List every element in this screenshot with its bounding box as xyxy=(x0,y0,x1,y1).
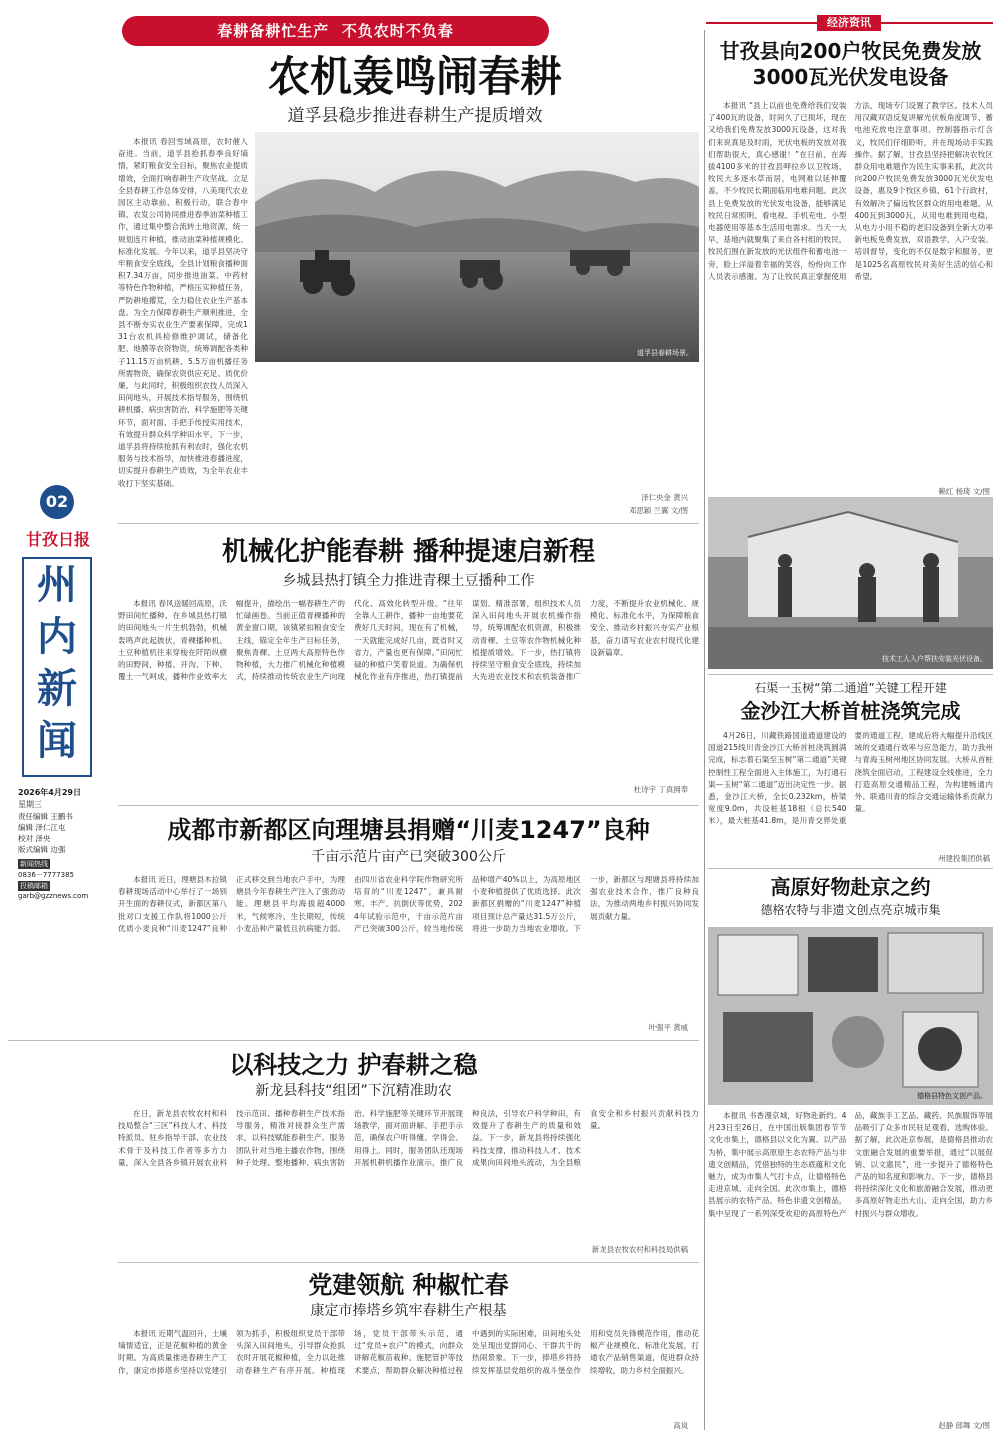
masthead xyxy=(8,485,108,900)
article2-byline: 赖红 杨琦 文/图 xyxy=(938,487,990,496)
article7-subtitle: 新龙县科技“组团”下沉精准助农 xyxy=(255,1083,452,1099)
article8-title: 党建领航 种椒忙春 xyxy=(308,1271,509,1299)
email-label: 投稿邮箱 xyxy=(20,882,48,890)
article2-body: 本报讯 “县上以前也免费给我们安装了400瓦的设备，时间久了已损坏，现在又给我们免费发放3000瓦设备，这对我们来说真是及时雨，光伏电板的发放对我们帮助很大，真心感谢！”在日前，在海拔4100多米的甘孜县呷拉乡以卫牧场，牧民大多逐水草而居，电网难以延伸覆盖，不少牧民长期面临用电难问题。此次县上免费发放的光伏发电设备，能够满足牧民日常照明、看电视、手机充电、小型电器使用等基本生活用电需求。当天一大早，基地内就聚集了来自各村组的牧民，牧民们围在新发放的光伏组件和蓄电池一旁，脸上洋溢着幸福的笑容，纷纷向工作人员表示感谢。为了让牧民真正掌握使用方法，现场专门设置了教学区。技术人员用汉藏双语反复讲解光伏板角度调节、蓄电池充放电注意事项、控制器指示灯含义，牧民们仔细聆听，并在现场动手实践操作。据了解，甘孜县坚持把解决农牧区群众用电难题作为民生实事来抓，此次共向200户牧民免费发放3000瓦光伏发电设备，惠及9个牧区乡镇、61个行政村，有效解决了偏远牧区群众的用电难题。从400瓦到3000瓦，从用电难到用电稳，从电力小用不稳的老旧设备到全新大功率新电板免费发放，双语教学、入户安装、培训督导，变化的不仅是数字和服务，更是1025名高原牧民对美好生活的信心和希望。 xyxy=(708,101,993,281)
article5-byline: 叶强平 黄威 xyxy=(648,1023,688,1032)
issue-weekday: 星期三 xyxy=(18,800,42,809)
phone: 0836－7777385 xyxy=(18,871,74,879)
divider xyxy=(118,523,699,524)
article2-title: 甘孜县向200户牧民免费发放3000瓦光伏发电设备 xyxy=(719,39,982,89)
article2-photo-caption: 技术工人入户帮扶安装光伏设备。 xyxy=(882,655,987,663)
banner-text: 春耕备耕忙生产 不负农时不负春 xyxy=(217,22,454,40)
tractor-field-image xyxy=(255,132,699,362)
article7-title: 以科技之力 护春耕之稳 xyxy=(229,1051,478,1079)
article2-photo xyxy=(708,497,993,669)
divider xyxy=(118,805,699,806)
editor-4: 版式编辑 边强 xyxy=(18,845,66,854)
divider xyxy=(708,674,993,675)
divider xyxy=(8,1040,699,1041)
paper-name: 甘孜日报 xyxy=(25,530,90,549)
article7-body: 在日，新龙县农牧农村和科技局整合“三区”科技人才、科技特派员、驻乡指导干部、农业技术骨干及科技工作者等多方力量，深入全县各乡镇开展农业科技示范田、播种春耕生产技术指导服务，精准对接群众生产需求，以科技赋能春耕生产。服务团队针对当地主播农作物，围绕种子处理、整地播种、病虫害防治、科学施肥等关键环节开展现场教学，面对面讲解、手把手示范，确保农户听得懂、学得会、用得上。同时，服务团队还现场开展机耕机播作业演示，推广良种良法，引导农户科学种田，有效提升了春耕生产的质量和效益。下一步，新龙县将持续强化科技支撑，推动科技人才、技术成果向田间地头流动，为全县粮食安全和乡村振兴贡献科技力量。 xyxy=(118,1109,699,1167)
article1-photo-caption: 道孚县春耕场景。 xyxy=(637,349,693,357)
article6-photo-caption: 德格县特色文创产品。 xyxy=(917,1092,987,1100)
article8-byline: 高岚 xyxy=(673,1421,688,1430)
divider xyxy=(118,1262,699,1263)
section-title: 州 内 新 闻 xyxy=(22,557,92,777)
article1-byline: 泽仁央金 黄兴 xyxy=(641,493,688,502)
email: garb@gzznews.com xyxy=(18,892,89,900)
article4-kicker: 石渠一玉树“第二通道”关键工程开建 xyxy=(754,681,947,695)
article1-subtitle: 道孚县稳步推进春耕生产提质增效 xyxy=(287,106,543,126)
article8-body: 本报讯 近期气温回升，土壤墒情适宜，正是花椒种植的黄金时期。为高质量推进春耕生产工作，康定市捧塔乡坚持以党建引领为抓手，积极组织党员干部带头深入田间地头，引导群众抢抓农时开展花椒种植，全力以赴推动春耕生产有序开展。种植现场，党员干部带头示范，通过“党员+农户”的模式，向群众讲解花椒苗栽种、施肥管护等技术要点，帮助群众解决种植过程中遇到的实际困难，田间地头处处呈现出党群同心、干群共干的热闹景象。下一步，捧塔乡将持续发挥基层党组织的战斗堡垒作用和党员先锋模范作用，推动花椒产业规模化、标准化发展，打通农产品销售渠道，促进群众持续增收，助力乡村全面振兴。 xyxy=(118,1329,699,1375)
article1-photo xyxy=(255,132,699,362)
article5-title: 成都市新都区向理塘县捐赠“川麦1247”良种 xyxy=(167,816,650,844)
article6-title: 高原好物赴京之约 xyxy=(770,875,931,899)
article5-body: 本报讯 近日，理塘县木拉镇春耕现场活动中心举行了一场别开生面的春耕仪式，新都区第八批对口支援工作队将1000公斤优质小麦良种“川麦1247”良种正式移交到当地农户手中，为理塘县今年春耕生产注入了强劲动能。理塘县平均海拔超4000米，气候寒冷、生长期短，传统小麦品种产量低且抗病能力弱。由四川省农业科学院作物研究所培育的“川麦1247”，兼具耐寒、丰产、抗倒伏等优势，2024年试验示范中，千亩示范片亩产已突破300公斤，较当地传统品种增产40%以上，为高原地区小麦种植提供了优质选择。此次新都区捐赠的“川麦1247”种植项目预计总产量达31.5万公斤，将进一步助力当地农业增收。下一步，新都区与理塘县将持续加强农业技术合作，推广良种良法，为推动两地乡村振兴协同发展贡献力量。 xyxy=(118,875,699,933)
article6-photo xyxy=(708,927,993,1105)
article4-byline: 州建投集团供稿 xyxy=(938,854,990,863)
article8-subtitle: 康定市捧塔乡筑牢春耕生产根基 xyxy=(310,1303,507,1319)
top-banner xyxy=(122,16,549,46)
column-divider xyxy=(704,30,705,1430)
article6-body: 本报讯 书香漫京城，好物赴新约。4月23日至26日，在中国出版集团春节节文化市集上，德格县以文化为翼、以产品为桥，集中展示高原原生态农特产品与非遗文创精品，凭借独特的生态底蕴和文化魅力，成为市集人气打卡点，让德格特色走进京城、走向全国。此次市集上，德格县展示的农特产品、特色非遗文创精品，集中呈现了一系列深受欢迎的高原特色产品，藏族手工艺品、藏药、民族服饰等展品吸引了众多市民驻足观看、选购体验。据了解，此次赴京参展，是德格县推动农文旅融合发展的重要举措，通过“以展促销、以文惠民”，进一步提升了德格特色产品的知名度和影响力。下一步，德格县将持续深化文化和旅游融合发展，推动更多高原好物走出大山、走向全国，助力乡村振兴与群众增收。 xyxy=(708,1111,993,1218)
issue-date: 2026年4月29日 xyxy=(18,788,81,797)
crafts-products-image xyxy=(708,927,993,1105)
editor-2: 编辑 泽仁江屯 xyxy=(18,823,66,832)
article4-body: 4月26日，川藏铁路国道通道建设的国道215线川青金沙江大桥首桩浇筑圆满完成，标志着石渠至玉树“第二通道”关键控制性工程全面进入主体施工，为打通石渠—玉树“第二通道”迈出决定性一步。据悉，金沙江大桥，全长0.232km，桥梁宽度9.0m，共设桩基18根（总长540米），最大桩基41.8m，是川青交界处重要的通道工程，建成后将大幅提升沿线区域的交通通行效率与应急能力，助力我州与青海玉树州地区协同发展。大桥从首桩浇筑全面启动，工程建设全线推进，全力打造高原交通精品工程，为构建畅通内外、联通川青的综合交通运输体系贡献力量。 xyxy=(708,731,993,826)
article7-byline: 新龙县农牧农村和科技局供稿 xyxy=(591,1245,688,1254)
article1-title: 农机轰鸣闹春耕 xyxy=(267,52,562,101)
article5-subtitle: 千亩示范片亩产已突破300公斤 xyxy=(311,849,506,865)
article6-byline: 赵静 郎舞 文/图 xyxy=(938,1421,990,1430)
contact-label: 新闻热线 xyxy=(20,860,48,868)
editor-3: 校对 泽央 xyxy=(18,834,51,843)
section-label: 经济资讯 xyxy=(817,15,881,31)
page-number-badge: 02 xyxy=(40,485,74,519)
solar-install-image xyxy=(708,497,993,669)
article3-body: 本报讯 春风送暖回高原，沃野田间忙播种。在乡城县热打镇的田间地头一片生机勃勃，机械轰鸣声此起彼伏，青稞播种机、土豆种植机往来穿梭在阡陌纵横的田野间，种植、开沟、下种、覆土一气呵成，播种作业效率大幅提升，描绘出一幅春耕生产的忙碌画卷。当前正值青稞播种的黄金窗口期，该镇紧扣粮食安全主线，锚定全年生产目标任务，聚焦青稞、土豆两大高原特色作物种植，大力推广机械化种植模式，持续推动传统农业生产向现代化、高效化转型升级。“往年全靠人工耕作，播种一亩地要花费好几天时间，现在有了机械，一天就能完成好几亩，既省时又省力，产量也更有保障。”田间忙碌的种植户笑着说道。为确保机械化作业有序推进，热打镇提前谋划、精准部署，组织技术人员深入田间地头开展农机操作指导，统筹调配农机资源，积极推动青稞、土豆等农作物机械化种植提质增效。下一步，热打镇将持续坚守粮食安全底线，持续加大先进农业技术和农机装备推广力度，不断提升农业机械化、规模化、标准化水平，为保障粮食安全、推动乡村振兴夯实产业根基，奋力谱写农业农村现代化建设新篇章。 xyxy=(118,599,699,682)
article3-subtitle: 乡城县热打镇全力推进青稞土豆播种工作 xyxy=(282,573,535,589)
article1-byline2: 邓思颖 兰翼 文/图 xyxy=(629,506,688,515)
article3-title: 机械化护能春耕 播种提速启新程 xyxy=(221,537,596,567)
divider xyxy=(708,868,993,869)
article6-subtitle: 德格农特与非遗文创点亮京城市集 xyxy=(760,903,941,917)
editor-1: 责任编辑 王鹏书 xyxy=(18,812,73,821)
article4-title: 金沙江大桥首桩浇筑完成 xyxy=(740,699,961,723)
article3-byline: 杜诗宇 丁真拥奉 xyxy=(633,785,688,794)
article1-body: 本报讯 春回雪域高原，农时催人奋进。当前，道孚县抢抓春季良好墒情，紧盯粮食安全目标，聚焦农业提质增效，全面打响春耕生产攻坚战。立足全县春耕工作总体安排，八美现代农业园区主动靠前、积极行动，联合春中镇、农发公司协同推进春季油菜种植工作，通过集中整合流转土地资源，统一规划连片种植，推动油菜种植规模化、标准化发展。今年以来，道孚县坚决守牢粮食安全底线，全县计划粮食播种面积7.34万亩，同步推进油菜、中药材等特色作物种植，严格压实种植任务，严防耕地撂荒，全力稳住农业生产基本盘。为全力保障春耕生产顺利推进，全县不断夯实农业生产要素保障，完成131台农机具检修维护调试，储备化肥、地膜等农资物资，统筹调配各类种子11.15万亩机耕、5.5万亩机播任务所需物资，确保农资供应充足、质优价廉。与此同时，积极组织农技人员深入田间地头，开展技术指导服务，围绕机耕机播、病虫害防治、科学施肥等关键环节，面对面、手把手传授实用技术，有效提升群众科学种田水平。下一步，道孚县将持续抢抓有利农时，强化农机服务与技术指导，加快推进春播进度，切实提升春耕生产质效，为全年农业丰收打下坚实基础。 xyxy=(118,137,248,488)
